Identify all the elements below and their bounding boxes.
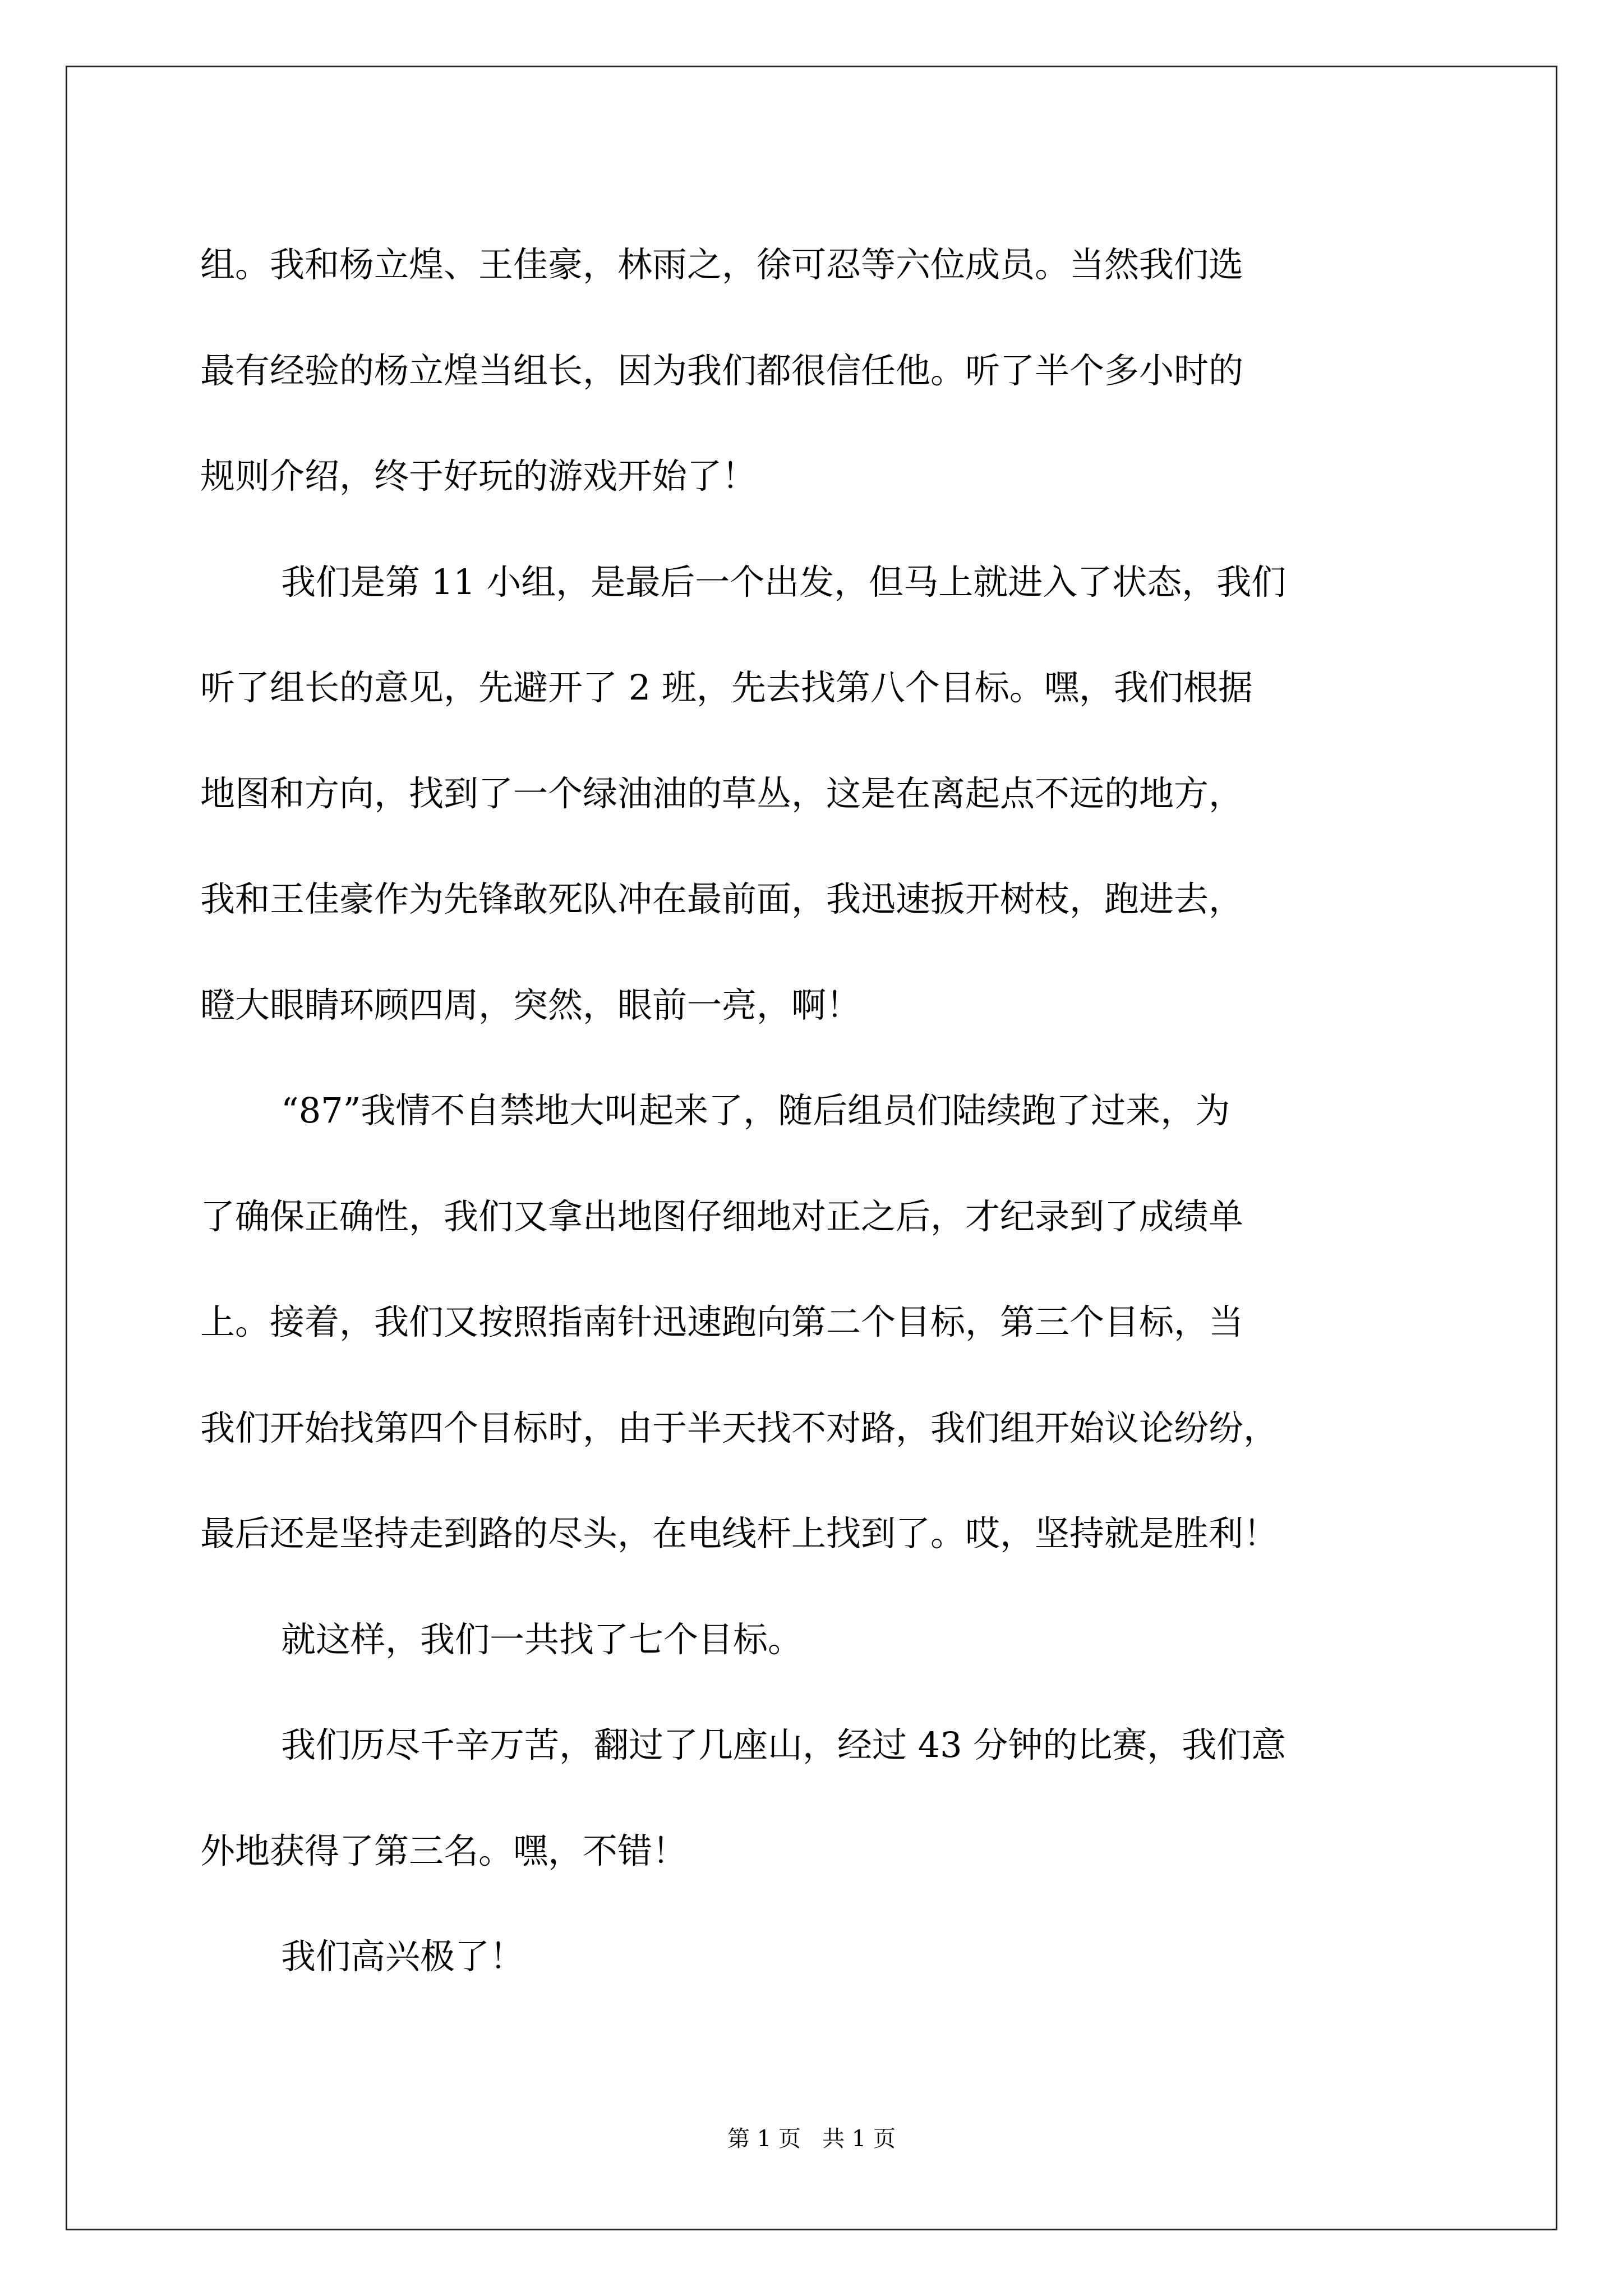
text-line: 我们高兴极了！ [281, 1936, 525, 1977]
text-line: 外地获得了第三名。嘿，不错！ [200, 1830, 688, 1871]
text-line: 最有经验的杨立煌当组长，因为我们都很信任他。听了半个多小时的 [200, 349, 1244, 391]
text-line: 上。接着，我们又按照指南针迅速跑向第二个目标，第三个目标，当 [200, 1301, 1244, 1342]
text-line: 组。我和杨立煌、王佳豪，林雨之，徐可忍等六位成员。当然我们选 [200, 244, 1244, 285]
text-line: “87”我情不自禁地大叫起来了，随后组员们陆续跑了过来，为 [281, 1090, 1230, 1131]
document-body [200, 212, 1456, 2010]
text-line: 我们是第 11 小组，是最后一个出发，但马上就进入了状态，我们 [281, 561, 1287, 602]
text-line: 我和王佳豪作为先锋敢死队冲在最前面，我迅速扳开树枝，跑进去， [200, 878, 1244, 919]
text-line: 我们开始找第四个目标时，由于半天找不对路，我们组开始议论纷纷， [200, 1407, 1279, 1448]
text-line: 地图和方向，找到了一个绿油油的草丛，这是在离起点不远的地方， [200, 772, 1244, 814]
text-line: 最后还是坚持走到路的尽头，在电线杆上找到了。哎，坚持就是胜利！ [200, 1513, 1279, 1554]
text-line: 听了组长的意见，先避开了 2 班，先去找第八个目标。嘿，我们根据 [200, 667, 1253, 708]
text-line: 我们历尽千辛万苦，翻过了几座山，经过 43 分钟的比赛，我们意 [281, 1724, 1287, 1765]
text-line: 规则介绍，终于好玩的游戏开始了！ [200, 455, 757, 496]
text-line: 了确保正确性，我们又拿出地图仔细地对正之后，才纪录到了成绩单 [200, 1195, 1244, 1237]
page-number-footer: 第 1 页 共 1 页 [727, 2126, 896, 2152]
text-line: 瞪大眼睛环顾四周，突然，眼前一亮，啊！ [200, 984, 861, 1025]
text-line: 就这样，我们一共找了七个目标。 [281, 1618, 803, 1660]
